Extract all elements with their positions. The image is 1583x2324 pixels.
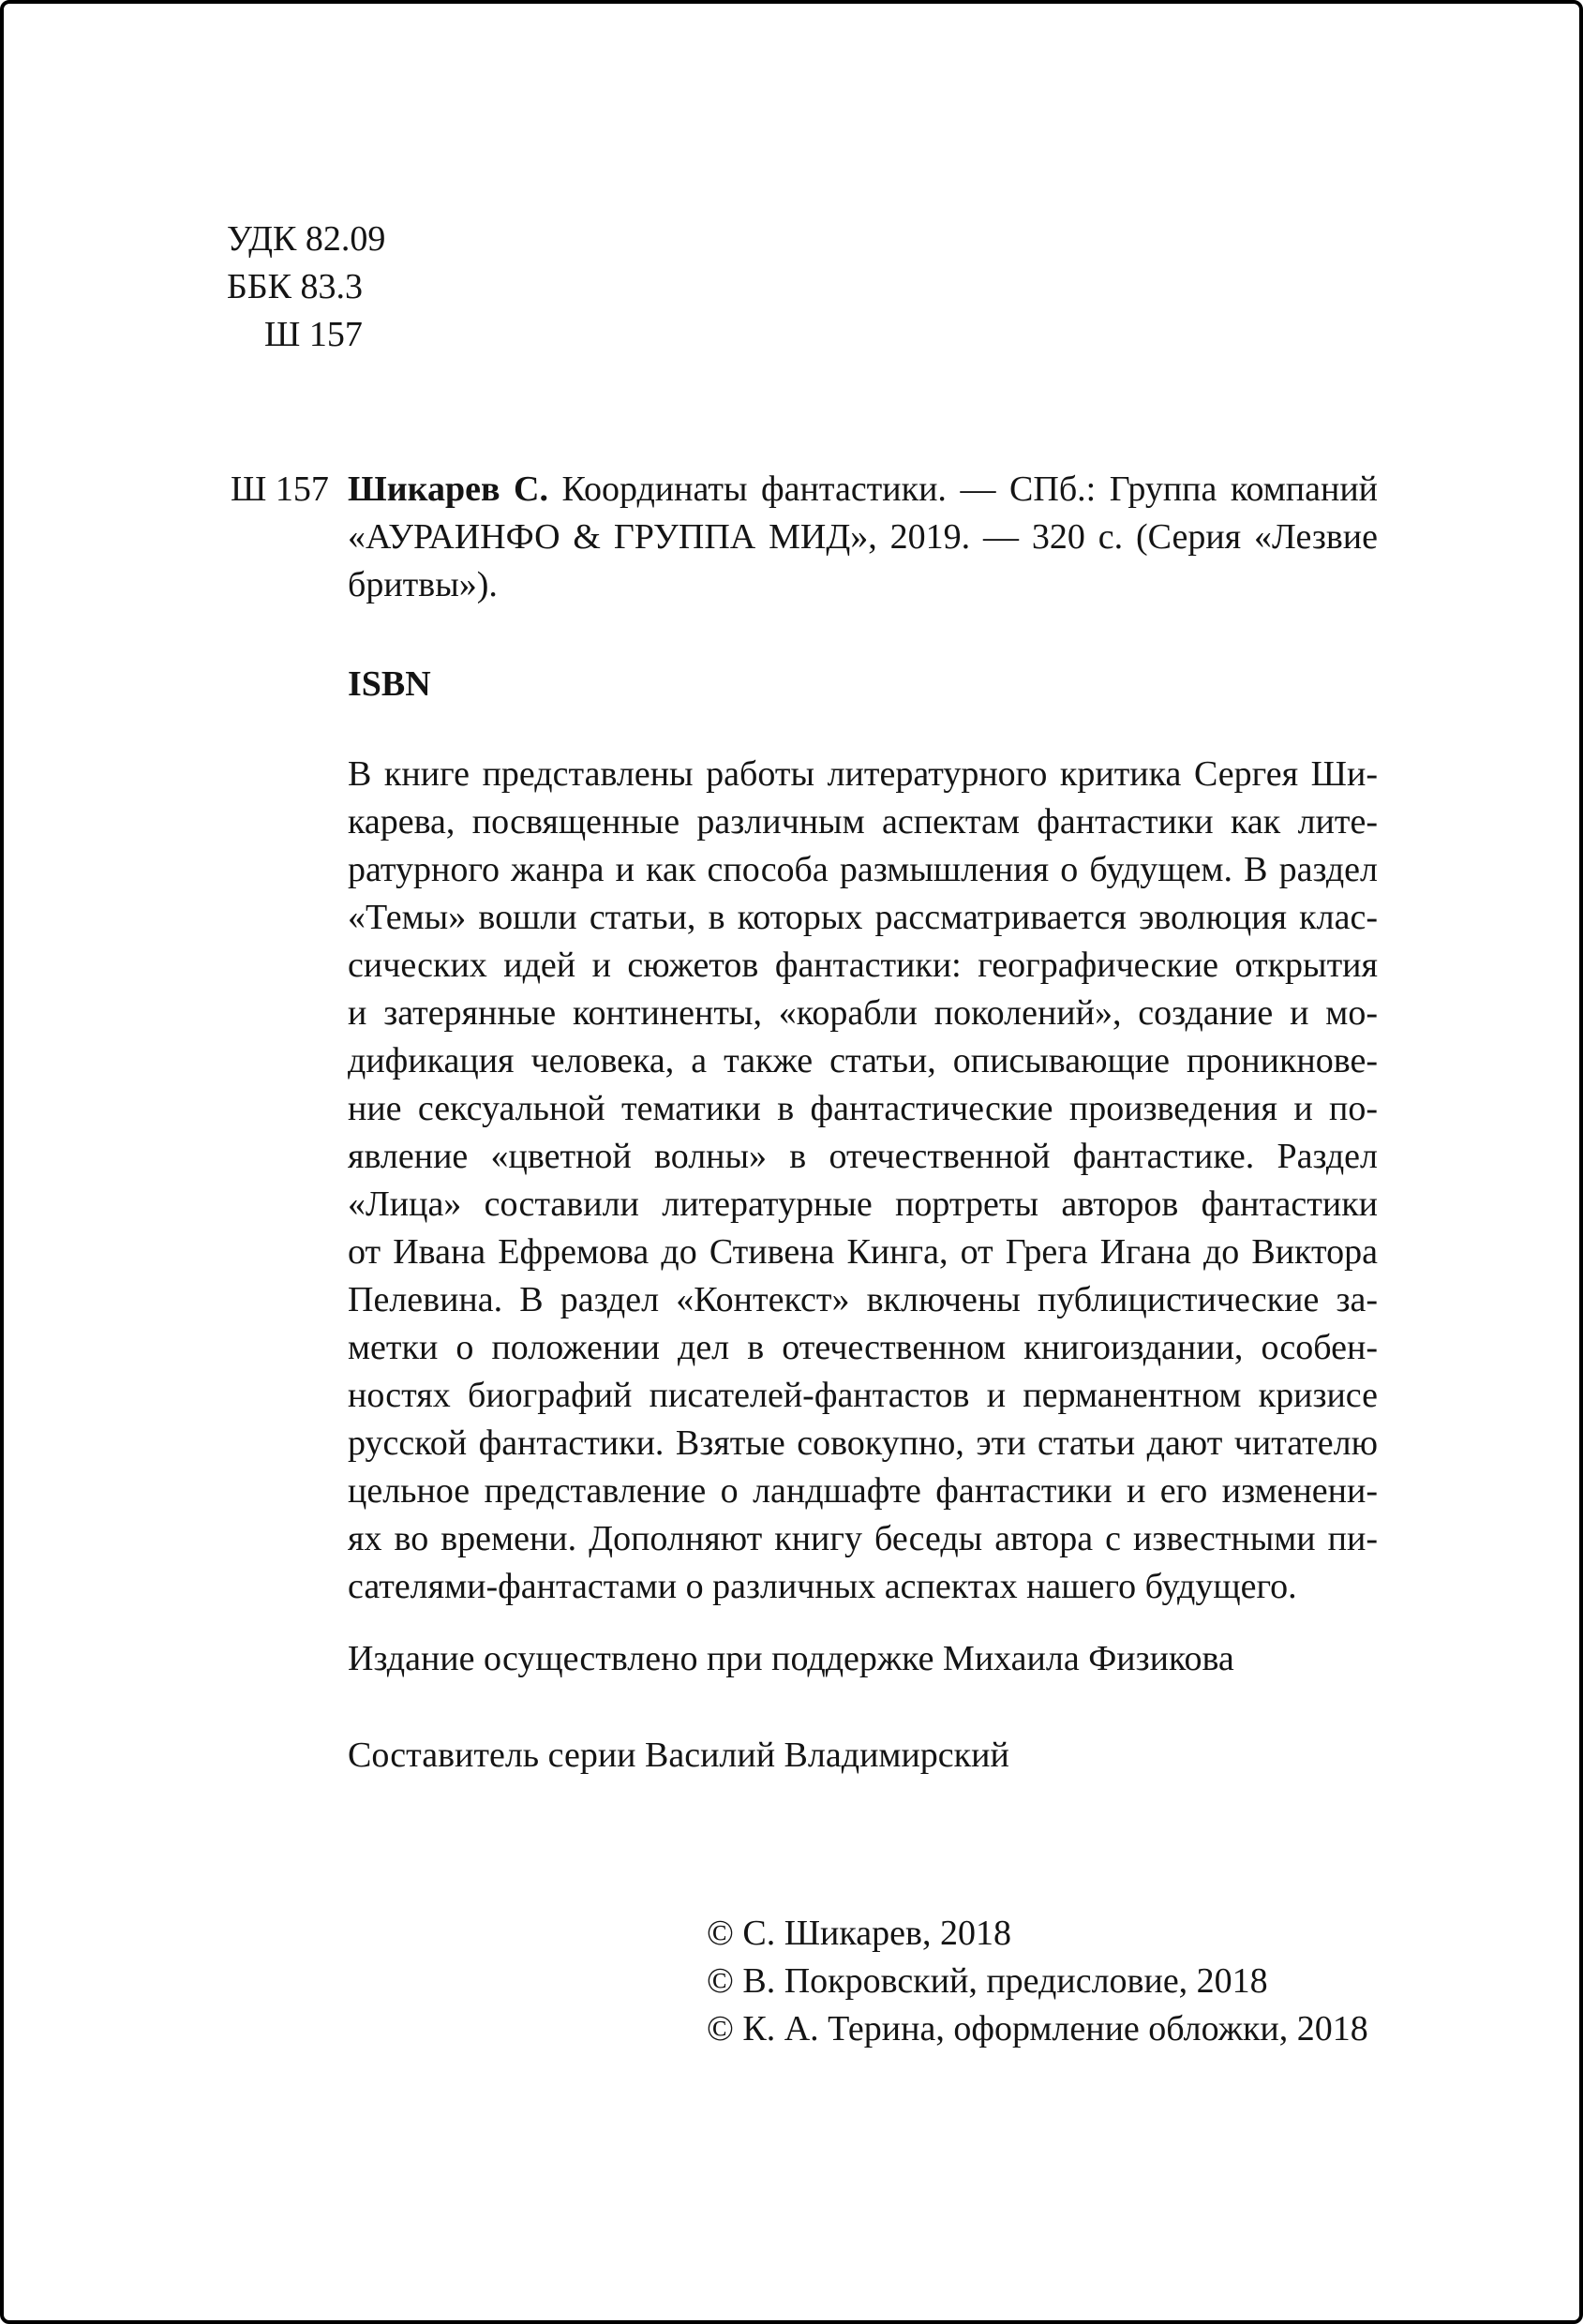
entry-line: «АУРАИНФО & ГРУППА МИД», 2019. — 320 с. (Серия «Лезвие [348,517,1378,557]
copyright-line: © С. Шикарев, 2018 [707,1914,1011,1953]
bbk-code: ББК 83.3 [227,267,363,306]
annotation-line: «Лица» составили литературные портреты авторов фантастики [348,1184,1378,1224]
entry-author: Шикарев С. [348,469,548,509]
annotation-line: цельное представление о ландшафте фантастики и его изменени- [348,1471,1378,1511]
copyright-line: © В. Покровский, предисловие, 2018 [707,1961,1268,2001]
annotation-line: русской фантастики. Взятые совокупно, эти статьи дают читателю [348,1423,1378,1463]
annotation-line: ратурного жанра и как способа размышления о будущем. В раздел [348,850,1378,889]
annotation-line: ние сексуальной тематики в фантастические произведения и по- [348,1089,1378,1128]
isbn-label: ISBN [348,664,431,704]
annotation-line: и затерянные континенты, «корабли поколений», создание и мо- [348,993,1378,1033]
annotation-line: Пелевина. В раздел «Контекст» включены публицистические за- [348,1280,1378,1319]
entry-line [348,466,1378,514]
author-sign-code: Ш 157 [264,315,363,354]
annotation-line: метки о положении дел в отечественном книгоиздании, особен- [348,1328,1378,1367]
annotation-line: от Ивана Ефремова до Стивена Кинга, от Грега Игана до Виктора [348,1232,1378,1272]
annotation-paragraph [348,751,1378,1611]
annotation-line: ностях биографий писателей-фантастов и перманентном кризисе [348,1376,1378,1415]
udk-code: УДК 82.09 [227,219,386,259]
copyright-line: © К. А. Терина, оформление обложки, 2018 [707,2009,1368,2048]
support-note: Издание осуществлено при поддержке Михаила Физикова [348,1639,1234,1678]
bibliographic-entry [231,466,1378,609]
entry-title: Координаты фантастики. — СПб.: Группа компаний [547,469,1378,509]
classification-codes [227,216,385,359]
annotation-line: сателями-фантастами о различных аспектах нашего будущего. [348,1567,1297,1606]
annotation-line: сических идей и сюжетов фантастики: географические открытия [348,946,1378,985]
entry-body [348,466,1378,609]
entry-label: Ш 157 [231,469,329,509]
annotation-line: карева, посвященные различным аспектам фантастики как лите- [348,802,1378,842]
annotation-line: явление «цветной волны» в отечественной фантастике. Раздел [348,1137,1378,1176]
annotation-line: В книге представлены работы литературного критика Сергея Ши- [348,754,1378,794]
series-editor-note: Составитель серии Василий Владимирский [348,1736,1009,1775]
copyright-block [707,1910,1368,2053]
annotation-line: дификация человека, а также статьи, описывающие проникнове- [348,1041,1378,1080]
annotation-line: ях во времени. Дополняют книгу беседы автора с известными пи- [348,1519,1378,1558]
entry-line: бритвы»). [348,565,498,604]
annotation-line: «Темы» вошли статьи, в которых рассматривается эволюция клас- [348,898,1378,937]
